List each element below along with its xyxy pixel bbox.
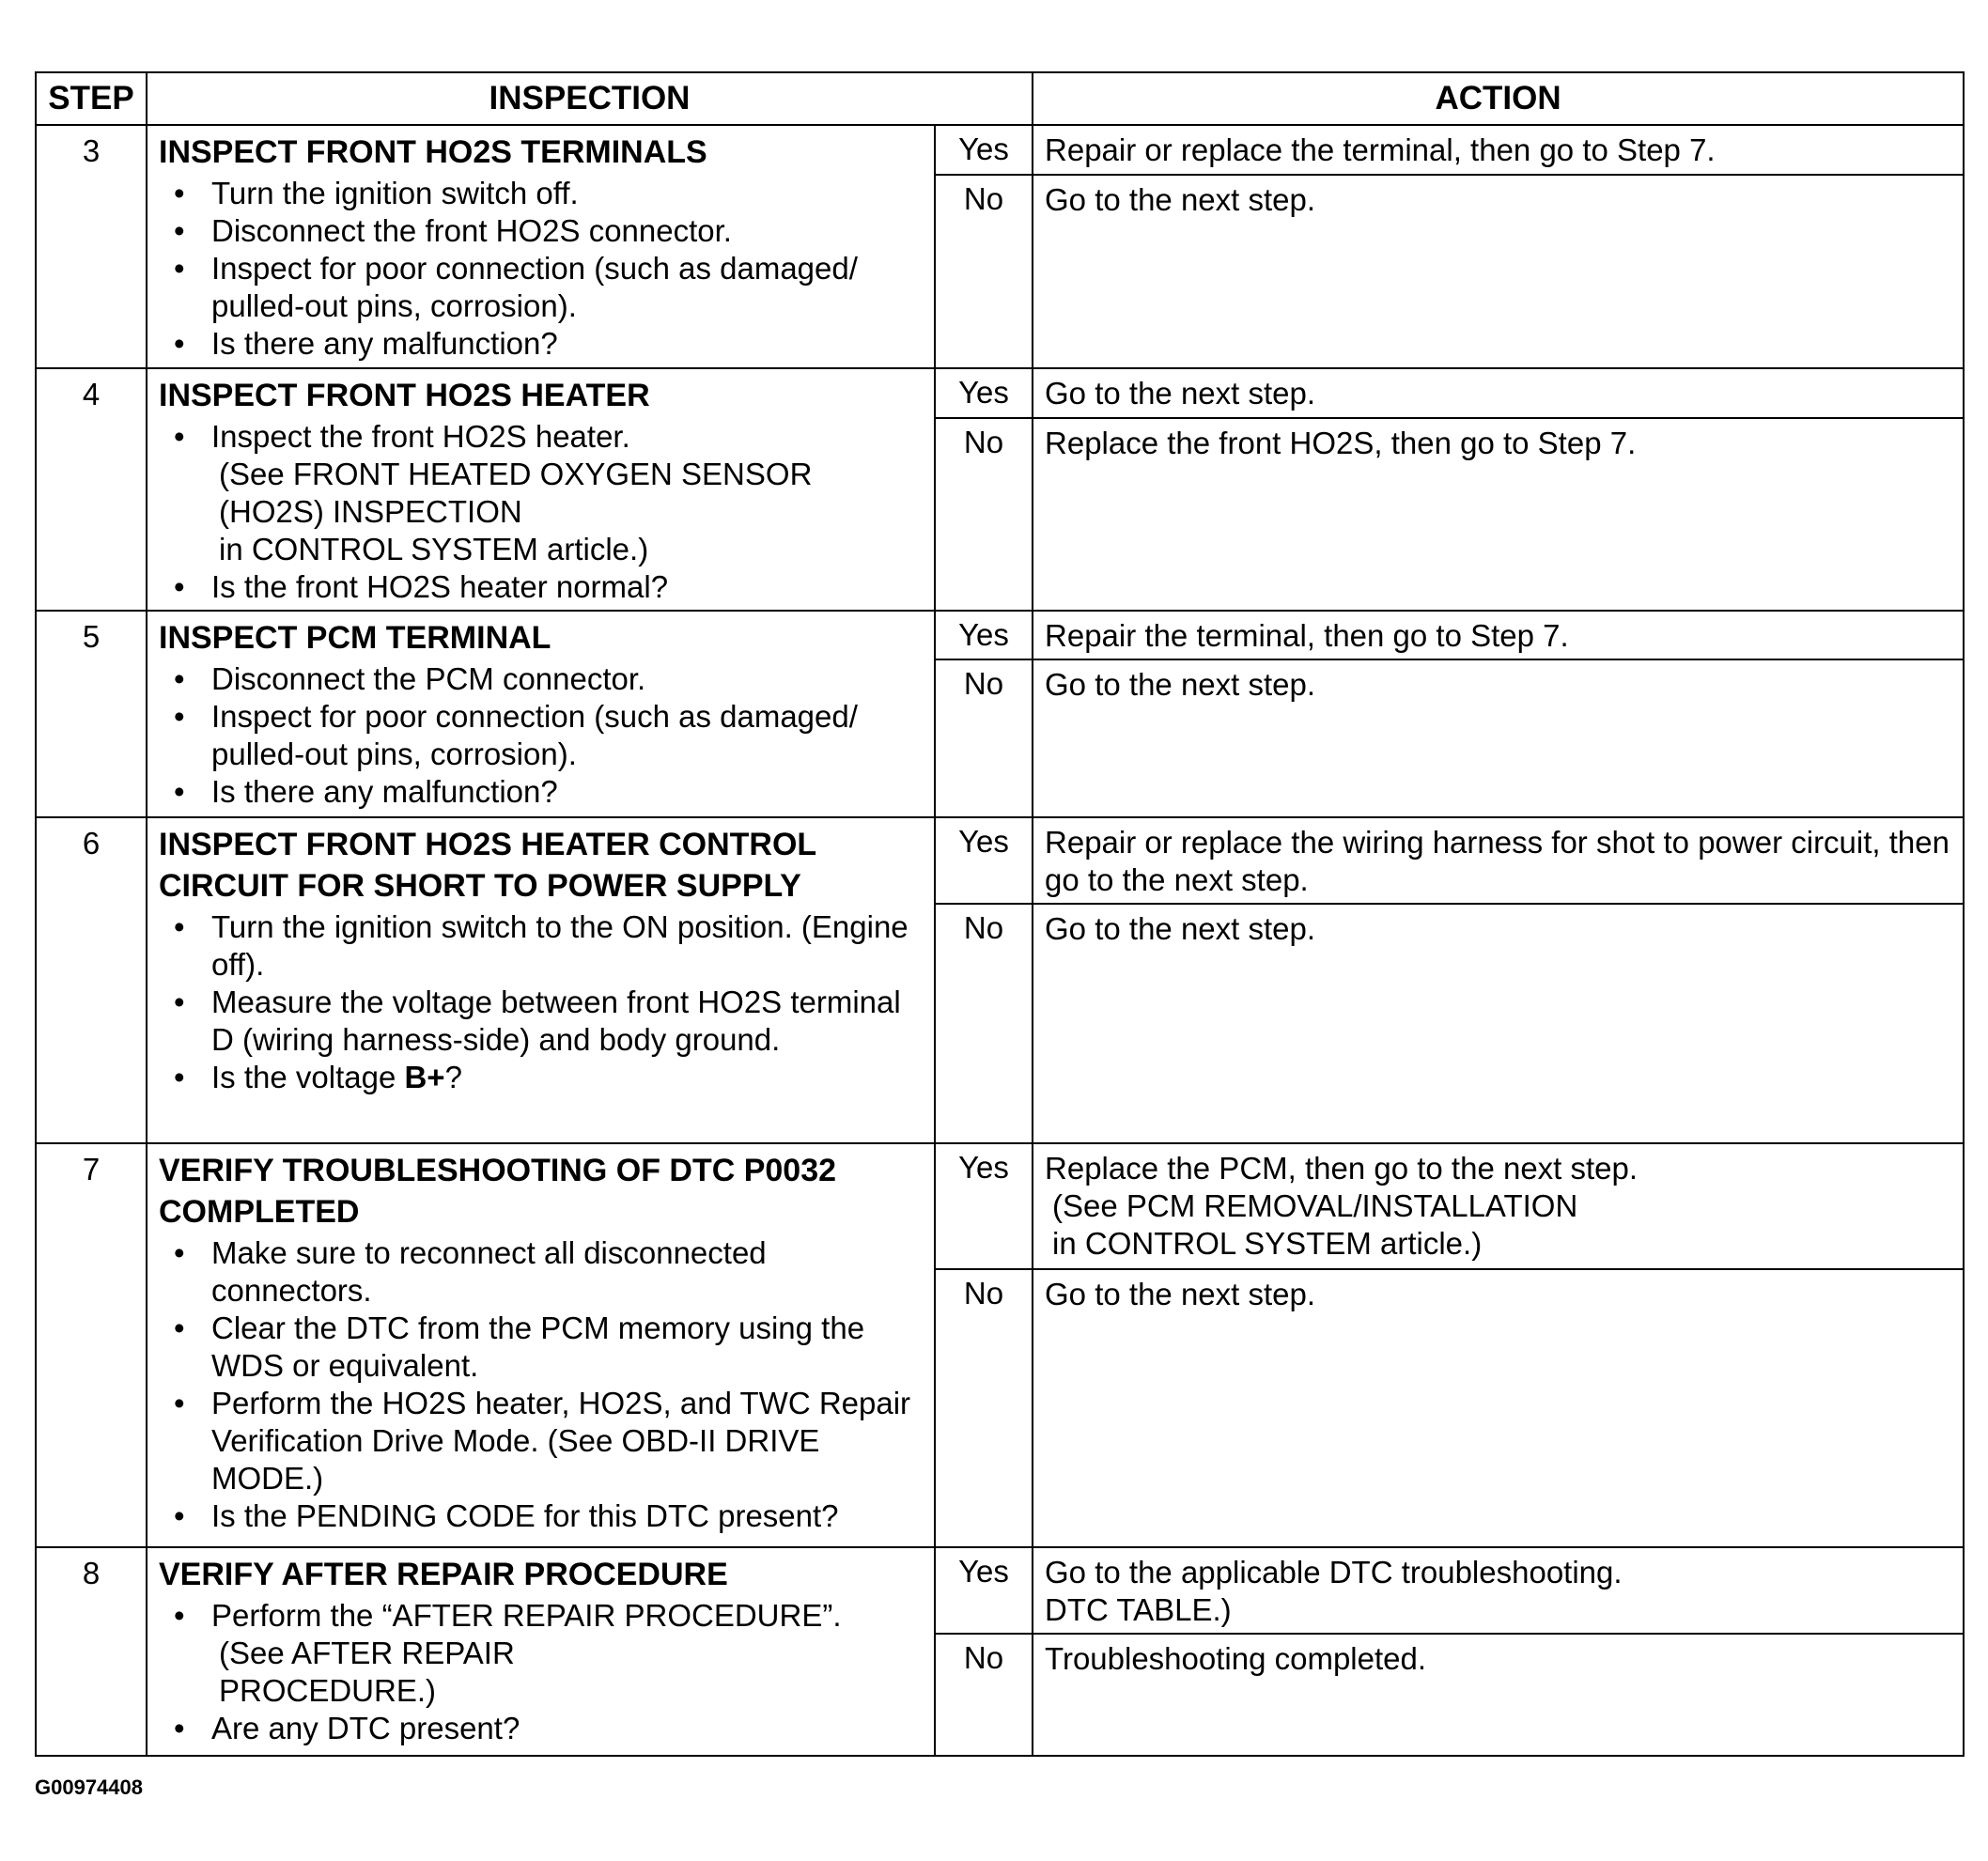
inspection-cell [147, 368, 935, 611]
inspection-title: INSPECT FRONT HO2S HEATER CONTROL CIRCUIT FOR SHORT TO POWER SUPPLY [159, 827, 816, 904]
no-label: No [935, 1269, 1033, 1547]
no-label: No [935, 418, 1033, 611]
header-row [36, 72, 1964, 125]
inspection-bullets [159, 1597, 924, 1747]
step-number: 8 [36, 1547, 147, 1756]
bullet-item: • Is the PENDING CODE for this DTC present? [159, 1497, 924, 1535]
bullet-item: • Is the front HO2S heater normal? [159, 568, 924, 606]
bullet-text: Perform the “AFTER REPAIR PROCEDURE”. [211, 1598, 842, 1633]
inspection-title: INSPECT FRONT HO2S HEATER [159, 378, 650, 413]
step-row-yes [36, 611, 1964, 659]
step-number: 5 [36, 611, 147, 817]
yes-action: Go to the next step. [1033, 368, 1964, 418]
bullet-item: • Inspect for poor connection (such as damaged/ pulled-out pins, corrosion). [159, 250, 924, 325]
yes-action: Repair or replace the wiring harness for shot to power circuit, then go to the next step. [1033, 817, 1964, 904]
no-action: Troubleshooting completed. [1033, 1634, 1964, 1756]
inspection-cell [147, 817, 935, 1143]
step-row-yes [36, 1547, 1964, 1634]
yes-label: Yes [935, 1547, 1033, 1634]
troubleshooting-table [35, 71, 1965, 1757]
yes-action: Repair or replace the terminal, then go to Step 7. [1033, 125, 1964, 175]
step-row-yes [36, 368, 1964, 418]
inspection-title: INSPECT PCM TERMINAL [159, 620, 551, 656]
bullet-item: • Turn the ignition switch to the ON position. (Engine off). [159, 908, 924, 984]
yes-label: Yes [935, 817, 1033, 904]
bullet-item: • Is there any malfunction? [159, 325, 924, 363]
step-number: 6 [36, 817, 147, 1143]
step-row-yes [36, 817, 1964, 904]
step-number: 4 [36, 368, 147, 611]
bullet-item: • Is there any malfunction? [159, 773, 924, 811]
inspection-title: VERIFY TROUBLESHOOTING OF DTC P0032 COMPLETED [159, 1153, 837, 1230]
inspection-cell [147, 611, 935, 817]
yes-action-cell [1033, 1547, 1964, 1634]
no-action: Go to the next step. [1033, 659, 1964, 817]
inspection-cell [147, 1547, 935, 1756]
bullet-item: • Measure the voltage between front HO2S terminal D (wiring harness-side) and body ground. [159, 984, 924, 1059]
inspection-bullets [159, 908, 924, 1096]
inspection-bullets [159, 418, 924, 606]
no-label: No [935, 175, 1033, 368]
header-step: STEP [36, 72, 147, 125]
bullet-text: Is the voltage [211, 1060, 396, 1094]
inspection-bullets [159, 660, 924, 811]
bullet-bold-value: B+ [404, 1060, 445, 1094]
bullet-subline: PROCEDURE.) [219, 1673, 437, 1708]
yes-label: Yes [935, 1143, 1033, 1269]
bullet-item [159, 418, 924, 568]
no-action: Go to the next step. [1033, 175, 1964, 368]
bullet-subline: (See AFTER REPAIR [219, 1636, 515, 1670]
header-inspection: INSPECTION [147, 72, 1033, 125]
yes-label: Yes [935, 368, 1033, 418]
no-action: Replace the front HO2S, then go to Step 7. [1033, 418, 1964, 611]
header-action: ACTION [1033, 72, 1964, 125]
troubleshooting-table-container [35, 71, 1963, 1755]
inspection-cell [147, 1143, 935, 1547]
bullet-subline: in CONTROL SYSTEM article.) [219, 532, 649, 566]
action-subline: DTC TABLE.) [1045, 1592, 1232, 1627]
bullet-item: • Perform the HO2S heater, HO2S, and TWC Repair Verification Drive Mode. (See OBD-II DRIVE MODE.) [159, 1385, 924, 1497]
no-label: No [935, 904, 1033, 1143]
no-action: Go to the next step. [1033, 1269, 1964, 1547]
no-action: Go to the next step. [1033, 904, 1964, 1143]
bullet-item: • Disconnect the PCM connector. [159, 660, 924, 698]
bullet-text: Inspect the front HO2S heater. [211, 419, 630, 454]
bullet-item: • Are any DTC present? [159, 1710, 924, 1747]
action-subline: (See PCM REMOVAL/INSTALLATION [1052, 1188, 1578, 1223]
bullet-item: • Inspect for poor connection (such as damaged/ pulled-out pins, corrosion). [159, 698, 924, 773]
no-label: No [935, 1634, 1033, 1756]
step-number: 7 [36, 1143, 147, 1547]
step-row-yes [36, 1143, 1964, 1269]
inspection-bullets [159, 1234, 924, 1535]
yes-action-cell [1033, 1143, 1964, 1269]
inspection-cell [147, 125, 935, 368]
figure-id: G00974408 [35, 1776, 143, 1799]
yes-action: Replace the PCM, then go to the next step. [1045, 1151, 1639, 1186]
bullet-subline: (See FRONT HEATED OXYGEN SENSOR [219, 457, 813, 491]
inspection-title: VERIFY AFTER REPAIR PROCEDURE [159, 1557, 728, 1592]
bullet-item: • Turn the ignition switch off. [159, 175, 924, 212]
yes-action: Go to the applicable DTC troubleshooting. [1045, 1555, 1623, 1590]
bullet-item [159, 1597, 924, 1710]
step-row-yes [36, 125, 1964, 175]
no-label: No [935, 659, 1033, 817]
step-number: 3 [36, 125, 147, 368]
yes-action: Repair the terminal, then go to Step 7. [1033, 611, 1964, 659]
bullet-item [159, 1059, 924, 1096]
bullet-text: ? [444, 1060, 462, 1094]
inspection-bullets [159, 175, 924, 363]
yes-label: Yes [935, 125, 1033, 175]
bullet-subline: (HO2S) INSPECTION [219, 494, 522, 529]
action-subline: in CONTROL SYSTEM article.) [1052, 1226, 1483, 1261]
inspection-title: INSPECT FRONT HO2S TERMINALS [159, 134, 707, 170]
bullet-item: • Clear the DTC from the PCM memory using the WDS or equivalent. [159, 1310, 924, 1385]
bullet-item: • Disconnect the front HO2S connector. [159, 212, 924, 250]
yes-label: Yes [935, 611, 1033, 659]
bullet-item: • Make sure to reconnect all disconnected connectors. [159, 1234, 924, 1310]
